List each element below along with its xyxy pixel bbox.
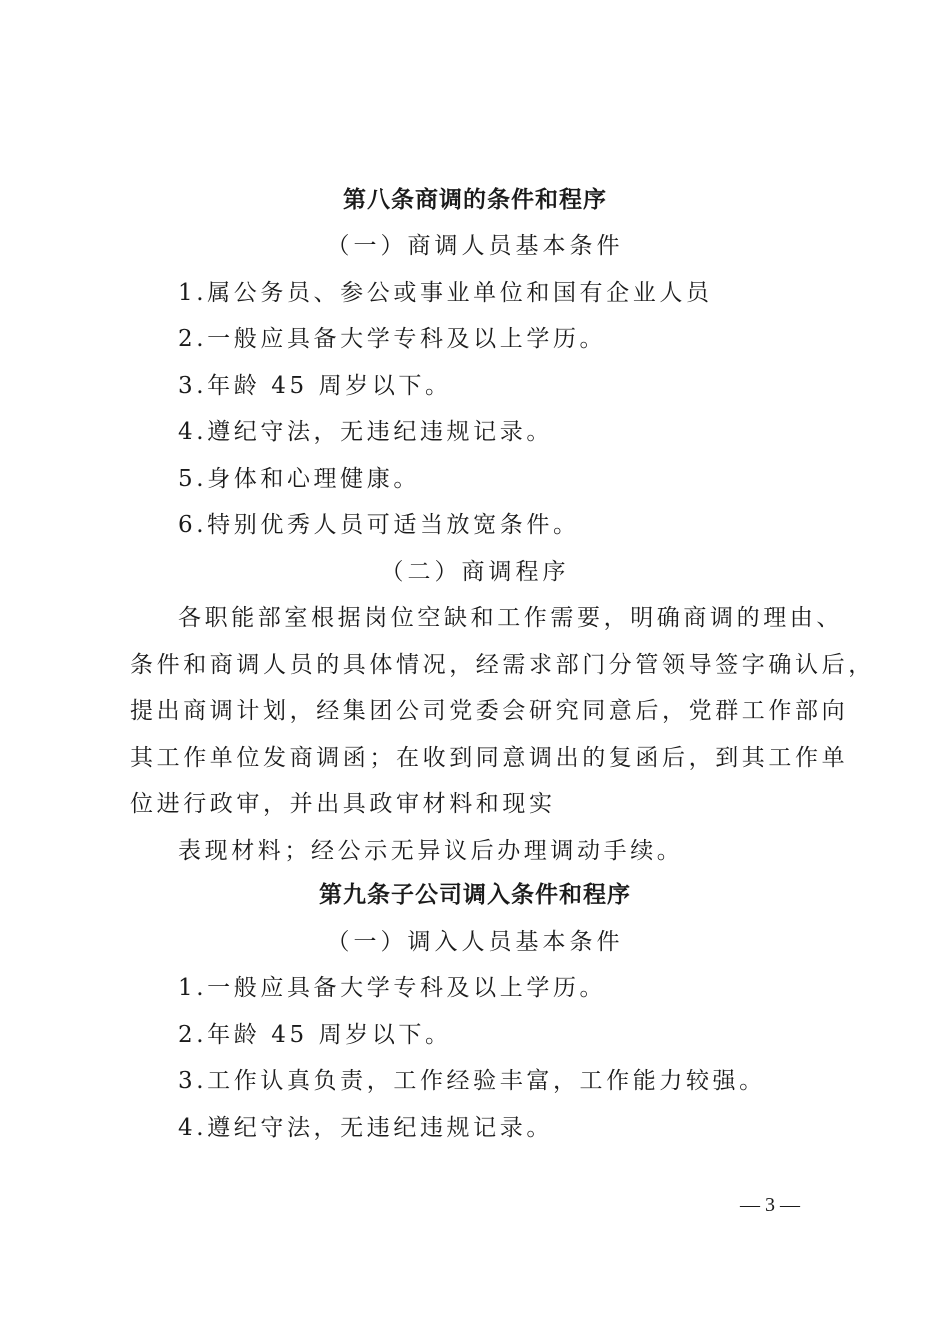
page-number: — 3 — — [740, 1194, 800, 1216]
article8-para-line-4: 其工作单位发商调函；在收到同意调出的复函后，到其工作单 — [130, 745, 849, 771]
article8-para-line-3: 提出商调计划，经集团公司党委会研究同意后，党群工作部向 — [130, 698, 849, 724]
article8-para2: 表现材料；经公示无异议后办理调动手续。 — [178, 838, 684, 864]
article8-item-4: 4.遵纪守法，无违纪违规记录。 — [178, 419, 553, 445]
article8-para-line-2: 条件和商调人员的具体情况，经需求部门分管领导签字确认后， — [130, 652, 875, 678]
article8-sub1: （一）商调人员基本条件 — [326, 233, 624, 259]
article8-item-3: 3.年龄 45 周岁以下。 — [178, 373, 452, 399]
article8-item-2: 2.一般应具备大学专科及以上学历。 — [178, 326, 607, 352]
article8-item-5: 5.身体和心理健康。 — [178, 466, 420, 492]
article9-title: 第九条子公司调入条件和程序 — [319, 881, 631, 908]
article9-item-2: 2.年龄 45 周岁以下。 — [178, 1022, 452, 1048]
article8-item-6: 6.特别优秀人员可适当放宽条件。 — [178, 512, 580, 538]
article9-sub1: （一）调入人员基本条件 — [326, 929, 624, 955]
article8-para-line-5: 位进行政审，并出具政审材料和现实 — [130, 791, 556, 817]
article8-para-line-1: 各职能部室根据岗位空缺和工作需要，明确商调的理由、 — [178, 605, 843, 631]
article8-title: 第八条商调的条件和程序 — [343, 186, 607, 213]
article9-item-3: 3.工作认真负责，工作经验丰富，工作能力较强。 — [178, 1068, 766, 1094]
article8-item-1: 1.属公务员、参公或事业单位和国有企业人员 — [178, 280, 713, 306]
article9-item-1: 1.一般应具备大学专科及以上学历。 — [178, 975, 607, 1001]
article8-sub2: （二）商调程序 — [380, 559, 570, 585]
article9-item-4: 4.遵纪守法，无违纪违规记录。 — [178, 1115, 553, 1141]
